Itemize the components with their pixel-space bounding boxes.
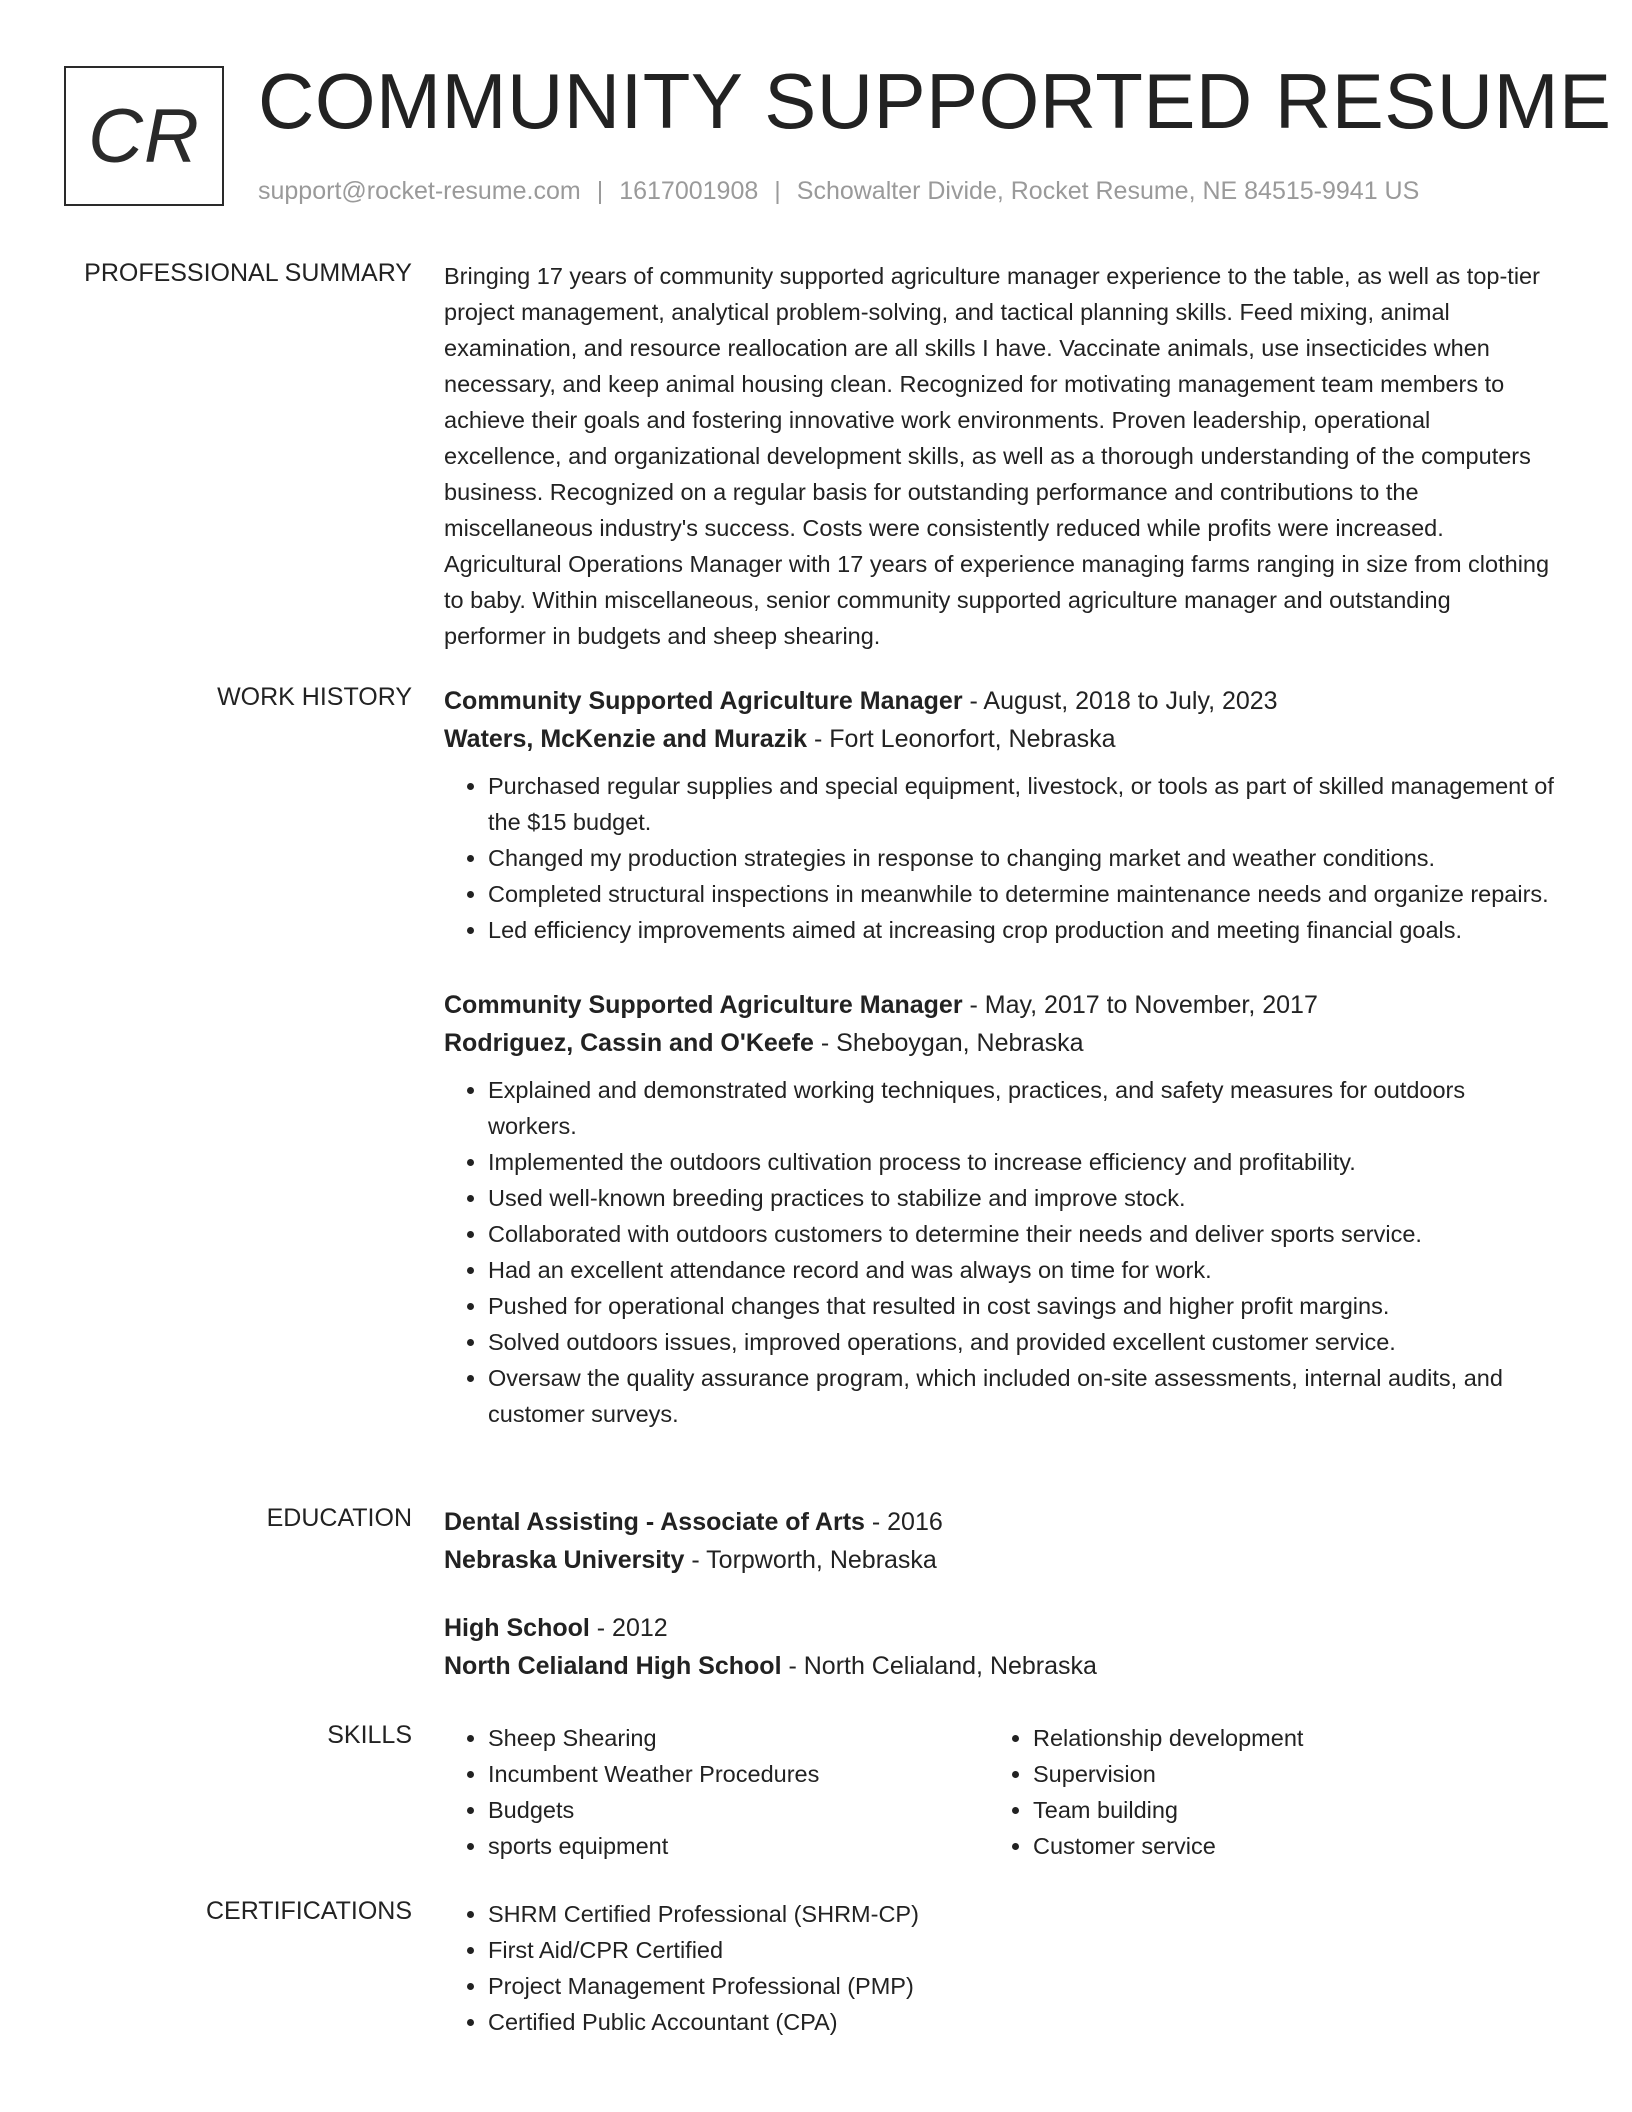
education-school-line: [444, 1647, 1554, 1685]
education-school: Nebraska University: [444, 1546, 685, 1574]
education-degree: High School: [444, 1614, 590, 1642]
education-school-line: [444, 1541, 1554, 1579]
job-location: - Fort Leonorfort, Nebraska: [807, 725, 1116, 753]
education-degree-line: [444, 1609, 1554, 1647]
section-body: [444, 258, 1554, 654]
education-year: - 2016: [864, 1508, 943, 1536]
skill-item: • Team building: [1033, 1792, 1534, 1828]
certification-item: • Project Management Professional (PMP): [488, 1968, 1554, 2004]
contact-line: [258, 176, 1419, 206]
education-year: - 2012: [589, 1614, 668, 1642]
skill-item: • Incumbent Weather Procedures: [488, 1756, 989, 1792]
monogram-text: CR: [88, 93, 200, 179]
skill-item: • Supervision: [1033, 1756, 1534, 1792]
section-label: SKILLS: [327, 1721, 412, 1749]
skill-item: • Sheep Shearing: [488, 1720, 989, 1756]
job-title: Community Supported Agriculture Manager: [444, 687, 963, 715]
job-bullet: • Explained and demonstrated working techniques, practices, and safety measures for outdoors workers.: [488, 1072, 1554, 1144]
monogram-logo: [64, 66, 224, 206]
section-body: [444, 682, 1554, 1470]
contact-email: support@rocket-resume.com: [258, 177, 581, 205]
skills-list: [444, 1720, 989, 1864]
job-bullets: [444, 768, 1554, 948]
section-label: PROFESSIONAL SUMMARY: [84, 259, 412, 287]
skills-grid: [444, 1720, 1554, 1864]
job-dates: - August, 2018 to July, 2023: [962, 687, 1278, 715]
certification-item: • SHRM Certified Professional (SHRM-CP): [488, 1896, 1554, 1932]
certification-item: • First Aid/CPR Certified: [488, 1932, 1554, 1968]
contact-phone: 1617001908: [619, 177, 759, 205]
job-bullet: • Changed my production strategies in response to changing market and weather conditions.: [488, 840, 1554, 876]
skills-column-right: [989, 1720, 1534, 1864]
job-dates: - May, 2017 to November, 2017: [962, 991, 1318, 1019]
section-body: [444, 1503, 1554, 1715]
contact-separator: |: [596, 177, 604, 205]
skills-column-left: [444, 1720, 989, 1864]
skill-item: • sports equipment: [488, 1828, 989, 1864]
job-bullet: • Oversaw the quality assurance program, which included on-site assessments, internal audits, and customer surveys.: [488, 1360, 1554, 1432]
job-bullet: • Collaborated with outdoors customers to determine their needs and deliver sports service.: [488, 1216, 1554, 1252]
job-title: Community Supported Agriculture Manager: [444, 991, 963, 1019]
education-entry: [444, 1503, 1554, 1579]
job-entry: [444, 986, 1554, 1432]
certification-item: • Certified Public Accountant (CPA): [488, 2004, 1554, 2040]
section-label: EDUCATION: [266, 1504, 412, 1532]
certifications-list: [444, 1896, 1554, 2040]
section-label: CERTIFICATIONS: [205, 1897, 412, 1925]
resume-name: COMMUNITY SUPPORTED RESUME: [258, 57, 1612, 145]
education-degree: Dental Assisting - Associate of Arts: [444, 1508, 865, 1536]
job-bullet: • Pushed for operational changes that resulted in cost savings and higher profit margins.: [488, 1288, 1554, 1324]
skill-item: • Relationship development: [1033, 1720, 1534, 1756]
job-title-line: [444, 986, 1554, 1024]
job-bullet: • Purchased regular supplies and special equipment, livestock, or tools as part of skilled management of the $15 budget.: [488, 768, 1554, 840]
job-bullet: • Solved outdoors issues, improved operations, and provided excellent customer service.: [488, 1324, 1554, 1360]
contact-separator: |: [774, 177, 781, 205]
job-location: - Sheboygan, Nebraska: [813, 1029, 1084, 1057]
job-company: Rodriguez, Cassin and O'Keefe: [444, 1029, 814, 1057]
job-company: Waters, McKenzie and Murazik: [444, 725, 808, 753]
section-label: WORK HISTORY: [217, 683, 412, 711]
skills-list: [989, 1720, 1534, 1864]
summary-text: Bringing 17 years of community supported agriculture manager experience to the table, as well as top-tier project management, analytical problem-solving, and tactical planning skills. Feed mixing, animal examination, and resource reallocation are all skills I have. Vaccinate animals, use insecticides when necessary, and keep animal housing clean. Recognized for motivating management team members to achieve their goals and fostering innovative work environments. Proven leadership, operational excellence, and organizational development skills, as well as a thorough understanding of the computers business. Recognized on a regular basis for outstanding performance and contributions to the miscellaneous industry's success. Costs were consistently reduced while profits were increased. Agricultural Operations Manager with 17 years of experience managing farms ranging in size from clothing to baby. Within miscellaneous, senior community supported agriculture manager and outstanding performer in budgets and sheep shearing.: [444, 263, 1550, 649]
education-degree-line: [444, 1503, 1554, 1541]
education-location: - Torpworth, Nebraska: [684, 1546, 937, 1574]
job-bullet: • Completed structural inspections in meanwhile to determine maintenance needs and organize repairs.: [488, 876, 1554, 912]
education-school: North Celialand High School: [444, 1652, 782, 1680]
job-bullets: [444, 1072, 1554, 1432]
job-company-line: [444, 1024, 1554, 1062]
section-body: [444, 1720, 1554, 1864]
skill-item: • Customer service: [1033, 1828, 1534, 1864]
job-bullet: • Implemented the outdoors cultivation process to increase efficiency and profitability.: [488, 1144, 1554, 1180]
job-title-line: [444, 682, 1554, 720]
job-company-line: [444, 720, 1554, 758]
job-bullet: • Led efficiency improvements aimed at increasing crop production and meeting financial goals.: [488, 912, 1554, 948]
education-location: - North Celialand, Nebraska: [781, 1652, 1097, 1680]
skill-item: • Budgets: [488, 1792, 989, 1828]
section-body: [444, 1896, 1554, 2040]
job-bullet: • Had an excellent attendance record and was always on time for work.: [488, 1252, 1554, 1288]
job-entry: [444, 682, 1554, 948]
contact-address: Schowalter Divide, Rocket Resume, NE 84515-9941 US: [796, 177, 1420, 205]
job-bullet: • Used well-known breeding practices to stabilize and improve stock.: [488, 1180, 1554, 1216]
education-entry: [444, 1609, 1554, 1685]
